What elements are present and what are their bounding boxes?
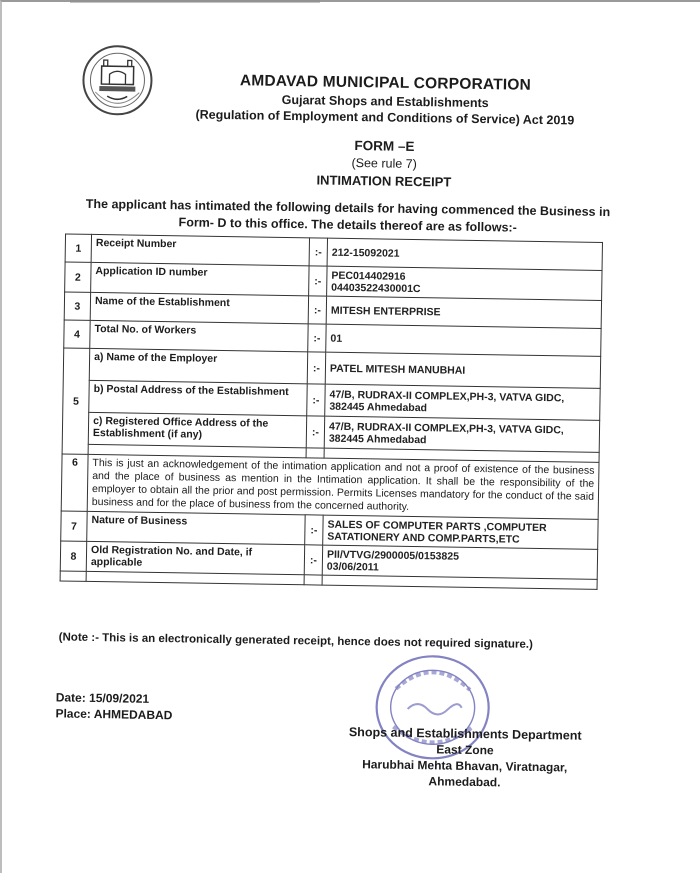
table-row [61, 454, 599, 519]
workers-count-value: 01 [326, 324, 601, 356]
office-address-line2: Ahmedabad. [428, 774, 501, 790]
row-number: 8 [60, 541, 86, 571]
application-id-value [327, 266, 602, 300]
old-registration-number: PII/VTVG/2900005/0153825 [326, 548, 460, 563]
organization-name: AMDAVAD MUNICIPAL CORPORATION [239, 72, 532, 94]
postal-address-value: 47/B, RUDRAX-II COMPLEX,PH-3, VATVA GIDC, 382445 Ahmedabad [325, 384, 600, 420]
application-id-line1: PEC014402916 [331, 269, 406, 283]
field-label: Receipt Number [91, 234, 309, 265]
field-separator: :- [308, 324, 326, 352]
amc-emblem-icon [81, 44, 154, 117]
field-separator: :- [309, 266, 327, 296]
details-table [60, 233, 603, 589]
old-registration-date: 03/06/2011 [326, 560, 379, 573]
field-label: Nature of Business [87, 511, 305, 544]
employer-name-value: PATEL MITESH MANUBHAI [325, 352, 600, 388]
intro-paragraph: The applicant has intimated the following details for having commenced the Business in Form- D to this office. The details thereof are as follows:- [85, 196, 611, 235]
field-separator: :- [308, 296, 326, 324]
rule-reference: (See rule 7) [351, 155, 417, 172]
office-address-line1: Harubhai Mehta Bhavan, Viratnagar, [362, 757, 568, 775]
nature-of-business-value: SALES OF COMPUTER PARTS ,COMPUTER SATATIONERY AND COMP.PARTS,ETC [323, 515, 598, 549]
field-label: c) Registered Office Address of the Establishment (if any) [88, 412, 306, 447]
empty-cell [306, 448, 324, 458]
registered-address-value: 47/B, RUDRAX-II COMPLEX,PH-3, VATVA GIDC, 382445 Ahmedabad [324, 416, 599, 452]
field-separator: :- [307, 384, 326, 416]
field-separator: :- [305, 515, 323, 545]
receipt-title: INTIMATION RECEIPT [316, 172, 452, 190]
act-title-line2: (Regulation of Employment and Conditions of Service) Act 2019 [195, 107, 575, 128]
zone-name: East Zone [436, 742, 494, 758]
row-number: 6 [61, 454, 88, 511]
form-title: FORM –E [354, 138, 415, 154]
field-label: a) Name of the Employer [89, 348, 307, 383]
field-separator: :- [307, 352, 326, 384]
row-number: 5 [62, 348, 90, 454]
receipt-number-value: 212-15092021 [327, 238, 602, 270]
row-number: 3 [64, 292, 90, 320]
field-label: Old Registration No. and Date, if applicable [86, 541, 304, 574]
acknowledgement-note: This is just an acknowledgement of the intimation application and not a proof of existence of the business and the place of business as mention in the Intimation application. It shall be the responsibility of the employer to obtain all the prior and post permission. Permits Licenses mandatory for the conduct of the said business and for the place of business from the concerned authority. [87, 454, 599, 519]
empty-cell [60, 571, 86, 581]
field-separator: :- [309, 238, 327, 266]
act-title-line1: Gujarat Shops and Establishments [281, 92, 489, 111]
empty-cell [86, 571, 304, 584]
issue-details [55, 689, 172, 723]
issue-date: Date: 15/09/2021 [55, 690, 150, 706]
field-label: b) Postal Address of the Establishment [89, 380, 307, 415]
field-separator: :- [306, 416, 325, 448]
old-registration-value [322, 545, 597, 579]
row-number: 4 [64, 320, 90, 348]
row-number: 7 [61, 511, 87, 541]
field-label: Name of the Establishment [90, 292, 308, 323]
issuing-office [324, 724, 605, 792]
field-label: Total No. of Workers [90, 320, 308, 351]
department-name: Shops and Establishments Department [348, 725, 582, 743]
row-number: 2 [65, 262, 91, 292]
electronic-receipt-note: (Note :- This is an electronically generated receipt, hence does not required signature.) [58, 631, 533, 651]
application-id-line2: 04403522430001C [331, 281, 421, 295]
field-label: Application ID number [91, 262, 309, 295]
establishment-name-value: MITESH ENTERPRISE [326, 296, 601, 328]
field-separator: :- [304, 545, 322, 575]
row-number: 1 [65, 234, 91, 262]
issue-place: Place: AHMEDABAD [55, 706, 173, 723]
empty-cell [304, 575, 322, 585]
